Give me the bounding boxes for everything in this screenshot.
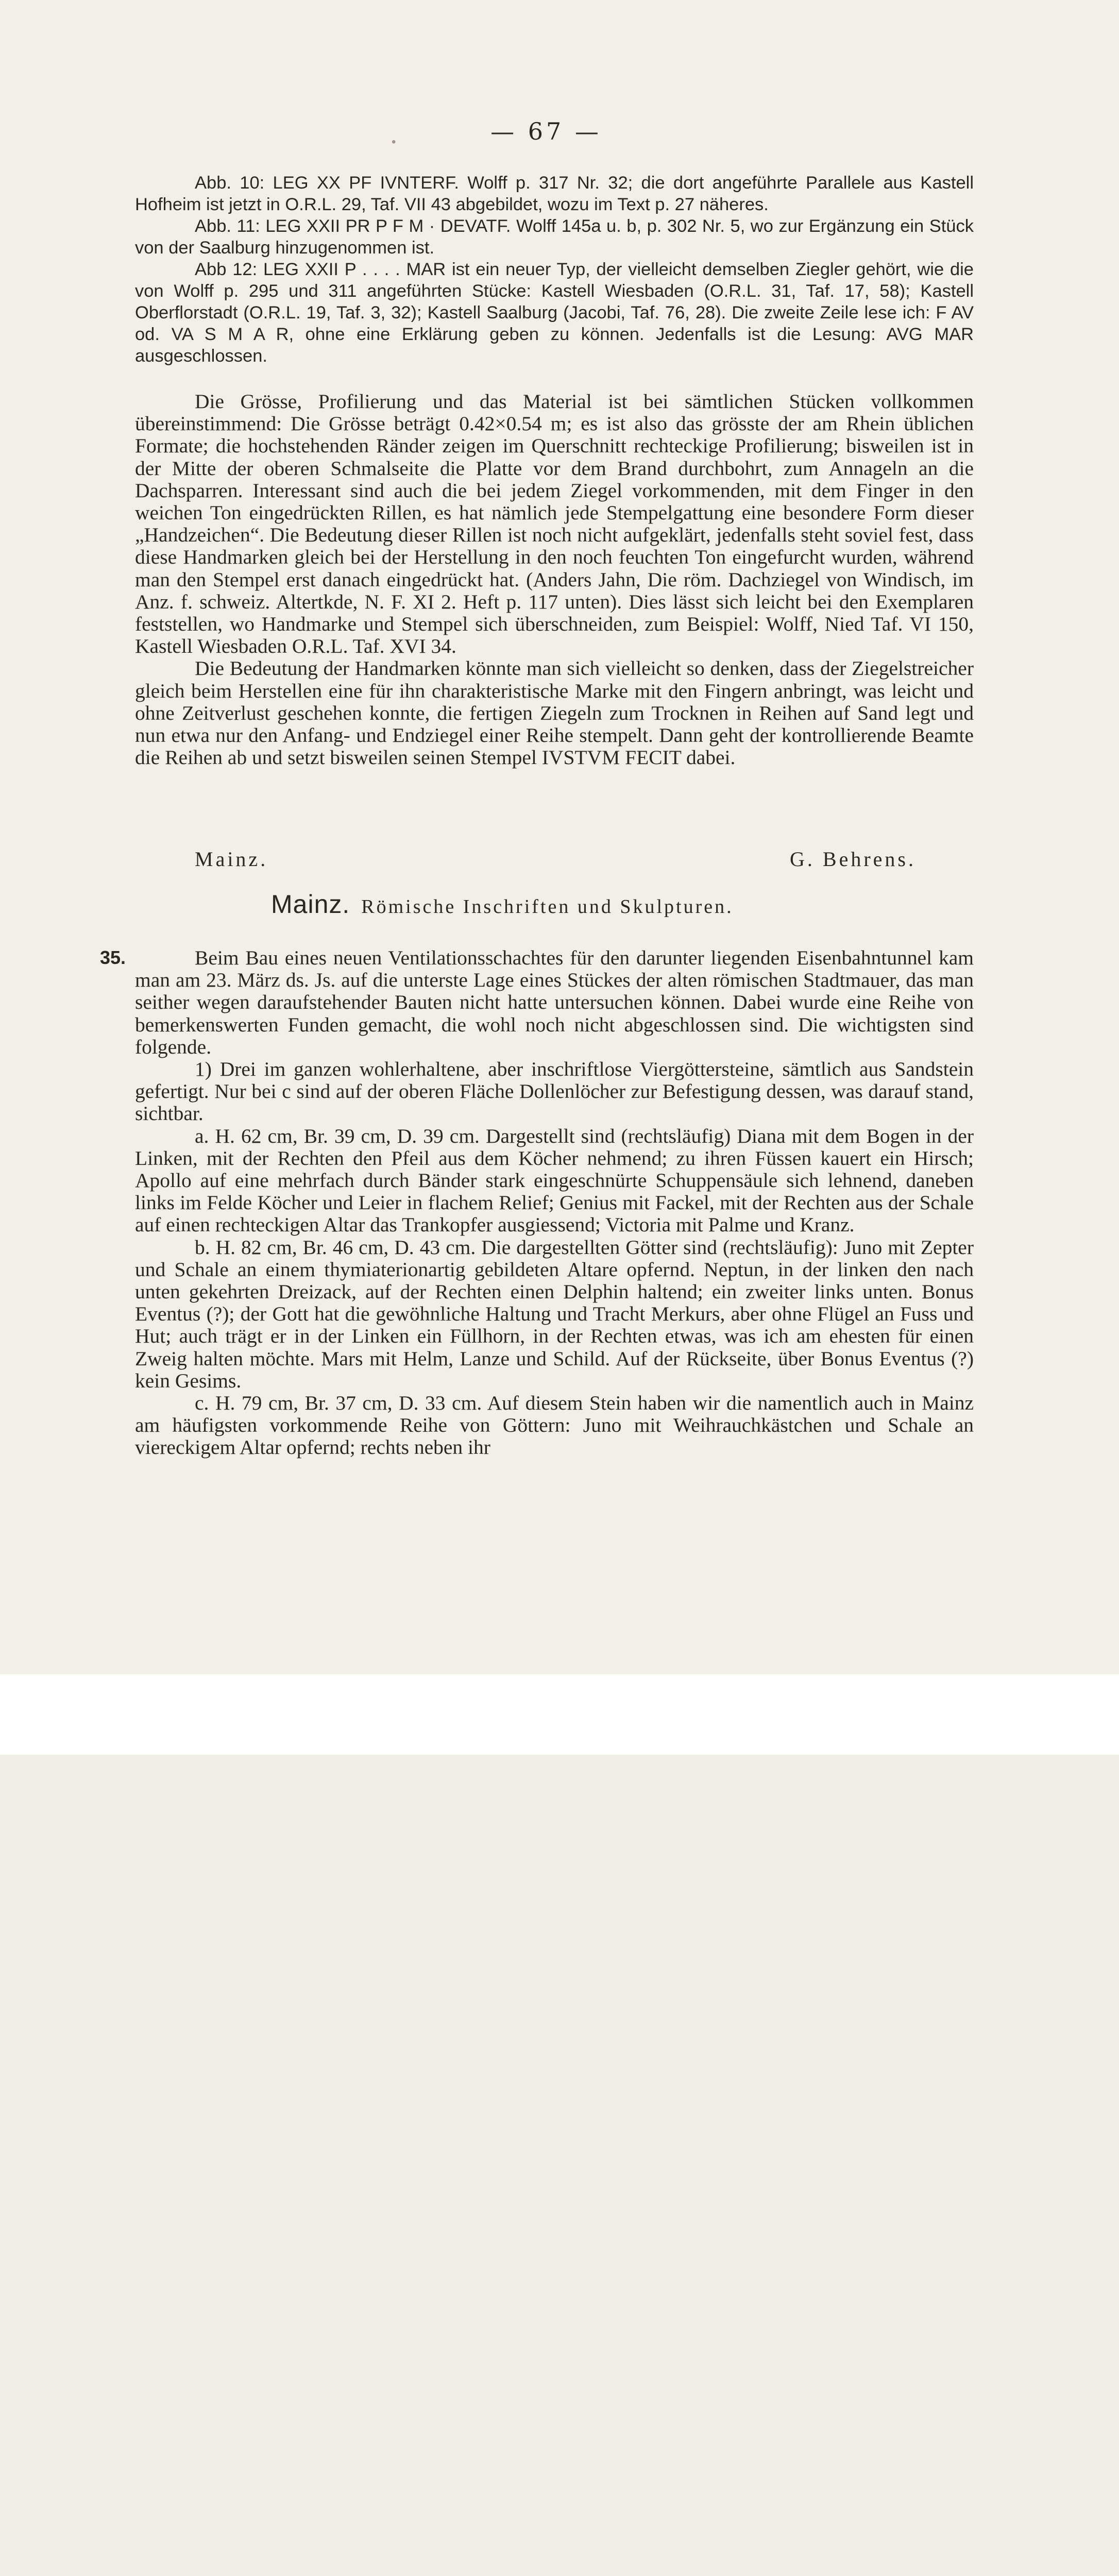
footer-bar [0, 1674, 1119, 1755]
body-paragraph: Die Grösse, Profilierung und das Material ist bei sämtlichen Stücken vollkommen übereinstimmend: Die Grösse beträgt 0.42×0.54 m; es ist also das grösste der am Rhein üblichen Formate; die hochstehenden Ränder zeigen im Querschnitt rechteckige Profilierung; bisweilen ist in der Mitte der oberen Schmalseite die Platte vor dem Brand durchbohrt, zum Annageln an die Dachsparren. Interessant sind auch die bei jedem Ziegel vorkommenden, mit dem Finger in den weichen Ton eingedrückten Rillen, es hat nämlich jede Stempelgattung eine besondere Form dieser „Handzeichen“. Die Bedeutung dieser Rillen ist noch nicht aufgeklärt, jedenfalls steht soviel fest, dass diese Handmarken gleich bei der Herstellung in den noch feuchten Ton eingefurcht wurden, während man den Stempel erst danach eingedrückt hat. (Anders Jahn, Die röm. Dachziegel von Windisch, im Anz. f. schweiz. Altertkde, N. F. XI 2. Heft p. 117 unten). Dies lässt sich leicht bei den Exemplaren feststellen, wo Handmarke und Stempel sich überschneiden, zum Beispiel: Wolff, Nied Taf. VI 150, Kastell Wiesbaden O.R.L. Taf. XVI 34. [135, 390, 974, 658]
section-paragraph: c. H. 79 cm, Br. 37 cm, D. 33 cm. Auf diesem Stein haben wir die namentlich auch in Mainz am häufigsten vorkommende Reihe von Göttern: Juno mit Weihrauchkästchen und Schale an viereckigem Altar opfernd; rechts neben ihr [135, 1392, 974, 1459]
page-number: — 67 — [490, 117, 602, 145]
signature-place: Mainz. [195, 848, 268, 871]
section-paragraph: a. H. 62 cm, Br. 39 cm, D. 39 cm. Dargestellt sind (rechtsläufig) Diana mit dem Bogen in der Linken, mit der Rechten den Pfeil aus dem Köcher nehmend; zu ihren Füssen kauert ein Hirsch; Apollo auf eine mehrfach durch Bänder stark eingeschnürte Schuppensäule sich lehnend, daneben links im Felde Köcher und Leier in flachem Relief; Genius mit Fackel, mit der Rechten aus der Schale auf einen rechteckigen Altar das Trankopfer ausgiessend; Victoria mit Palme und Kranz. [135, 1124, 974, 1236]
body-paragraph: Die Bedeutung der Handmarken könnte man sich vielleicht so denken, dass der Ziegelstreicher gleich beim Herstellen eine für ihn charakteristische Marke mit den Fingern anbringt, was leicht und ohne Zeitverlust geschehen konnte, die fertigen Ziegeln zum Trocknen in Reihen auf Sand legt und nun etwa nur den Anfang- und Endziegel einer Reihe stempelt. Dann geht der kontrollierende Beamte die Reihen ab und setzt bisweilen seinen Stempel IVSTVM FECIT dabei. [135, 657, 974, 769]
signature-line [195, 847, 916, 871]
figure-note-12: Abb 12: LEG XXII P . . . . MAR ist ein neuer Typ, der vielleicht demselben Ziegler gehört, wie die von Wolff p. 295 und 311 angeführten Stücke: Kastell Wiesbaden (O.R.L. 31, Taf. 17, 58); Kastell Oberflorstadt (O.R.L. 19, Taf. 3, 32); Kastell Saalburg (Jacobi, Taf. 76, 28). Die zweite Zeile lese ich: F AV od. VA S M A R, ohne eine Erklärung geben zu können. Jedenfalls ist die Lesung: AVG MAR ausgeschlossen. [135, 260, 974, 366]
body-text [135, 391, 974, 769]
figure-notes [135, 172, 974, 367]
figure-note-11: Abb. 11: LEG XXII PR P F M · DEVATF. Wolff 145a u. b, p. 302 Nr. 5, wo zur Ergänzung ein Stück von der Saalburg hinzugenommen ist. [135, 216, 974, 258]
section-paragraph: 1) Drei im ganzen wohlerhaltene, aber inschriftlose Viergöttersteine, sämtlich aus Sandstein gefertigt. Nur bei c sind auf der oberen Fläche Dollenlöcher zur Befestigung dessen, was darauf stand, sichtbar. [135, 1058, 974, 1125]
section-number: 35. [100, 947, 126, 968]
scan-speck: • [392, 135, 396, 149]
signature-author: G. Behrens. [790, 848, 916, 871]
section-subtitle: Römische Inschriften und Skulpturen. [361, 896, 734, 918]
section-text [135, 947, 974, 1459]
section-paragraph: b. H. 82 cm, Br. 46 cm, D. 43 cm. Die dargestellten Götter sind (rechtsläufig): Juno mit Zepter und Schale an einem thymiaterionartig gebildeten Altare opfernd. Neptun, in der linken den nach unten gekehrten Dreizack, auf der Rechten einen Delphin haltend; ein zweiter links unten. Bonus Eventus (?); der Gott hat die gewöhnliche Haltung und Tracht Merkurs, aber ohne Flügel an Fuss und Hut; auch trägt er in der Linken ein Füllhorn, in der Rechten etwas, was ich am ehesten für einen Zweig halten möchte. Mars mit Helm, Lanze und Schild. Auf der Rückseite, über Bonus Eventus (?) kein Gesims. [135, 1235, 974, 1392]
section-paragraph: Beim Bau eines neuen Ventilationsschachtes für den darunter liegenden Eisenbahntunnel kam man am 23. März ds. Js. auf die unterste Lage eines Stückes der alten römischen Stadtmauer, das man seither wegen daraufstehender Bauten nicht hatte untersuchen können. Dabei wurde eine Reihe von bemerkenswerten Funden gemacht, die wohl noch nicht abgeschlossen sind. Die wichtigsten sind folgende. [135, 946, 974, 1058]
section-title: Mainz. [271, 890, 350, 919]
figure-note-10: Abb. 10: LEG XX PF IVNTERF. Wolff p. 317 Nr. 32; die dort angeführte Parallele aus Kastell Hofheim ist jetzt in O.R.L. 29, Taf. VII 43 abgebildet, wozu im Text p. 27 näheres. [135, 173, 974, 214]
section-heading [271, 889, 734, 919]
